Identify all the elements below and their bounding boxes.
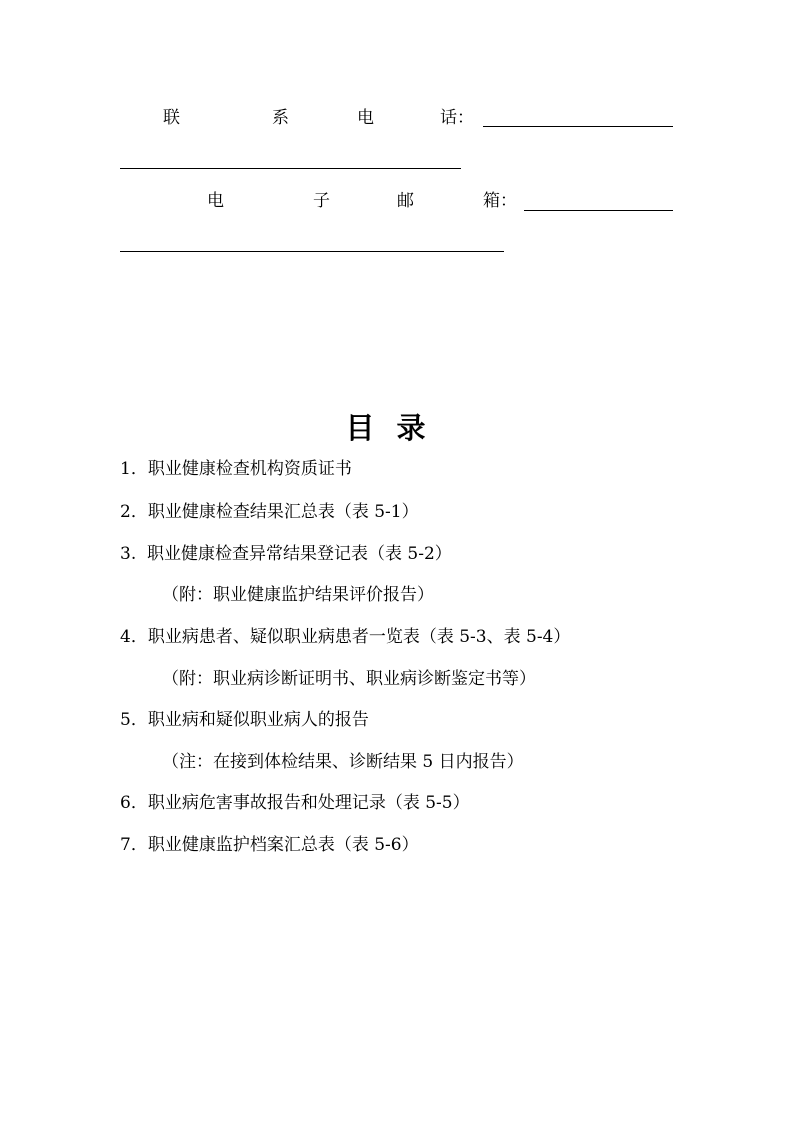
toc-item: 1．职业健康检查机构资质证书 (120, 459, 352, 479)
phone-underline-continued[interactable] (120, 168, 461, 169)
toc-subnote: （注：在接到体检结果、诊断结果 5 日内报告） (162, 752, 524, 772)
email-label-char: 箱： (483, 191, 517, 211)
email-label-char: 邮 (397, 191, 414, 211)
toc-item: 2．职业健康检查结果汇总表（表 5-1） (120, 502, 419, 522)
toc-item: 5．职业病和疑似职业病人的报告 (120, 710, 369, 730)
toc-item: 7．职业健康监护档案汇总表（表 5-6） (120, 835, 419, 855)
email-underline-continued[interactable] (120, 251, 504, 252)
toc-item: 4．职业病患者、疑似职业病患者一览表（表 5-3、表 5-4） (120, 627, 571, 647)
phone-label-char: 联 (163, 108, 180, 128)
toc-item: 3. 职业健康检查异常结果登记表（表 5-2） (120, 544, 452, 564)
phone-label-char: 电 (357, 108, 374, 128)
email-label-char: 子 (313, 191, 330, 211)
toc-subnote: （附：职业健康监护结果评价报告） (162, 585, 434, 605)
email-label-char: 电 (207, 191, 224, 211)
toc-title: 目录 (345, 411, 448, 445)
email-underline[interactable] (524, 210, 673, 211)
toc-subnote: （附：职业病诊断证明书、职业病诊断鉴定书等） (162, 669, 536, 689)
phone-underline[interactable] (483, 126, 673, 127)
toc-item: 6．职业病危害事故报告和处理记录（表 5-5） (120, 793, 470, 813)
phone-label-char: 系 (272, 108, 289, 128)
phone-label-char: 话： (440, 108, 474, 128)
